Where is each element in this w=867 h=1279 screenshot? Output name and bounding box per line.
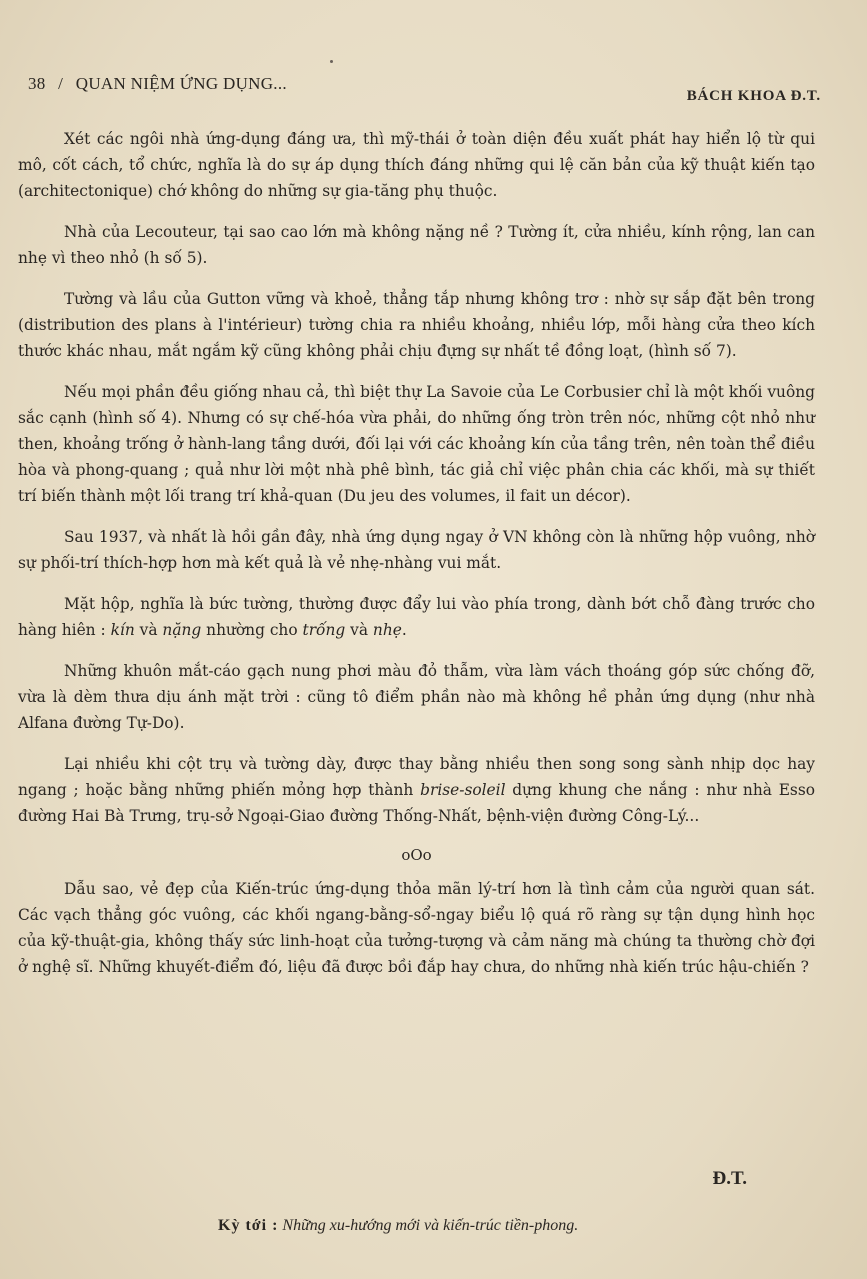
term-brise-soleil: brise-soleil <box>420 781 506 799</box>
paragraph-8-text: Lại nhiều khi cột trụ và tường dày, được thay bằng nhiều then song song sành nhịp dọc hay ngang ; hoặc bằng những phiến mỏng hợp thành <box>18 755 815 799</box>
next-issue-label: Kỳ tới : <box>218 1217 279 1234</box>
conj: và <box>134 621 163 639</box>
publication-name: BÁCH KHOA Đ.T. <box>686 88 821 104</box>
conj: và <box>345 621 373 639</box>
running-head <box>28 74 287 94</box>
term-trong: trống <box>302 621 346 639</box>
paragraph-6-text: Mặt hộp, nghĩa là bức tường, thường được đẩy lui vào phía trong, dành bớt chỗ đàng trước cho hàng hiên : <box>18 595 815 639</box>
section-separator: oOo <box>401 846 432 864</box>
paragraph-5: Sau 1937, và nhất là hồi gần đây, nhà ứng dụng ngay ở VN không còn là những hộp vuông, nhờ sự phối-trí thích-hợp hơn mà kết quả là vẻ nhẹ-nhàng vui mắt. <box>18 528 815 572</box>
page-header <box>28 74 821 104</box>
header-separator: / <box>58 74 64 93</box>
paragraph-8-rest: dựng khung che nắng : như nhà Esso đường Hai Bà Trưng, trụ-sở Ngoại-Giao đường Thống-Nhất, bệnh-viện đường Công-Lý... <box>18 781 815 825</box>
page-number: 38 <box>28 74 46 93</box>
period: . <box>401 621 407 639</box>
section-title: QUAN NIỆM ỨNG DỤNG... <box>75 74 287 93</box>
author-signature: Đ.T. <box>712 1168 747 1189</box>
paragraph-7: Những khuôn mắt-cáo gạch nung phơi màu đỏ thẫm, vừa làm vách thoáng góp sức chống đỡ, vừa là dèm thưa dịu ánh mặt trời : cũng tô điểm phần nào mà không hề phản ứng dụng (như nhà Alfana đường Tự-Do). <box>18 662 815 732</box>
term-nang: nặng <box>162 621 202 639</box>
paragraph-6-mid: nhường cho <box>201 621 303 639</box>
paragraph-2: Nhà của Lecouteur, tại sao cao lớn mà không nặng nề ? Tường ít, cửa nhiều, kính rộng, lan can nhẹ vì theo nhỏ (h số 5). <box>18 223 815 267</box>
term-kin: kín <box>110 621 135 639</box>
paragraph-9: Dẫu sao, vẻ đẹp của Kiến-trúc ứng-dụng thỏa mãn lý-trí hơn là tình cảm của người quan sát. Các vạch thẳng góc vuông, các khối ngang-bằng-sổ-ngay biểu lộ quá rõ ràng sự tận dụng hình học của kỹ-thuật-gia, không thấy sức linh-hoạt của tưởng-tượng và cảm năng mà chúng ta thường chờ đợi ở nghệ sĩ. Những khuyết-điểm đó, liệu đã được bồi đắp hay chưa, do những nhà kiến trúc hậu-chiến ? <box>18 880 815 976</box>
paragraph-6 <box>18 591 815 643</box>
paragraph-1: Xét các ngôi nhà ứng-dụng đáng ưa, thì mỹ-thái ở toàn diện đều xuất phát hay hiển lộ từ qui mô, cốt cách, tổ chức, nghĩa là do sự áp dụng thích đáng những qui lệ căn bản của kỹ thuật kiến tạo (architectonique) chớ không do những sự gia-tăng phụ thuộc. <box>18 130 815 200</box>
article-body <box>18 126 815 995</box>
term-nhe: nhẹ <box>372 621 402 639</box>
next-issue-title: Những xu-hướng mới và kiến-trúc tiền-phong. <box>282 1217 579 1234</box>
paragraph-3: Tường và lầu của Gutton vững và khoẻ, thẳng tắp nhưng không trơ : nhờ sự sắp đặt bên trong (distribution des plans à l'intérieur) tường chia ra nhiều khoảng, nhiều lớp, mỗi hàng cửa theo kích thước khác nhau, mắt ngắm kỹ cũng không phải chịu đựng sự nhất tề đồng loạt, (hình số 7). <box>18 290 815 360</box>
ink-speck <box>330 60 333 63</box>
next-issue-note <box>218 1217 578 1235</box>
paragraph-4: Nếu mọi phần đều giống nhau cả, thì biệt thự La Savoie của Le Corbusier chỉ là một khối vuông sắc cạnh (hình số 4). Nhưng có sự chế-hóa vừa phải, do những ống tròn trên nóc, những cột nhỏ như then, khoảng trống ở hành-lang tầng dưới, đối lại với các khoảng kín của tầng trên, nên toàn thể điều hòa và phong-quang ; quả như lời một nhà phê bình, tác giả chỉ việc phân chia các khối, mà sự thiết trí biến thành một lối trang trí khả-quan (Du jeu des volumes, il fait un décor). <box>18 383 815 505</box>
paragraph-8 <box>18 751 815 829</box>
